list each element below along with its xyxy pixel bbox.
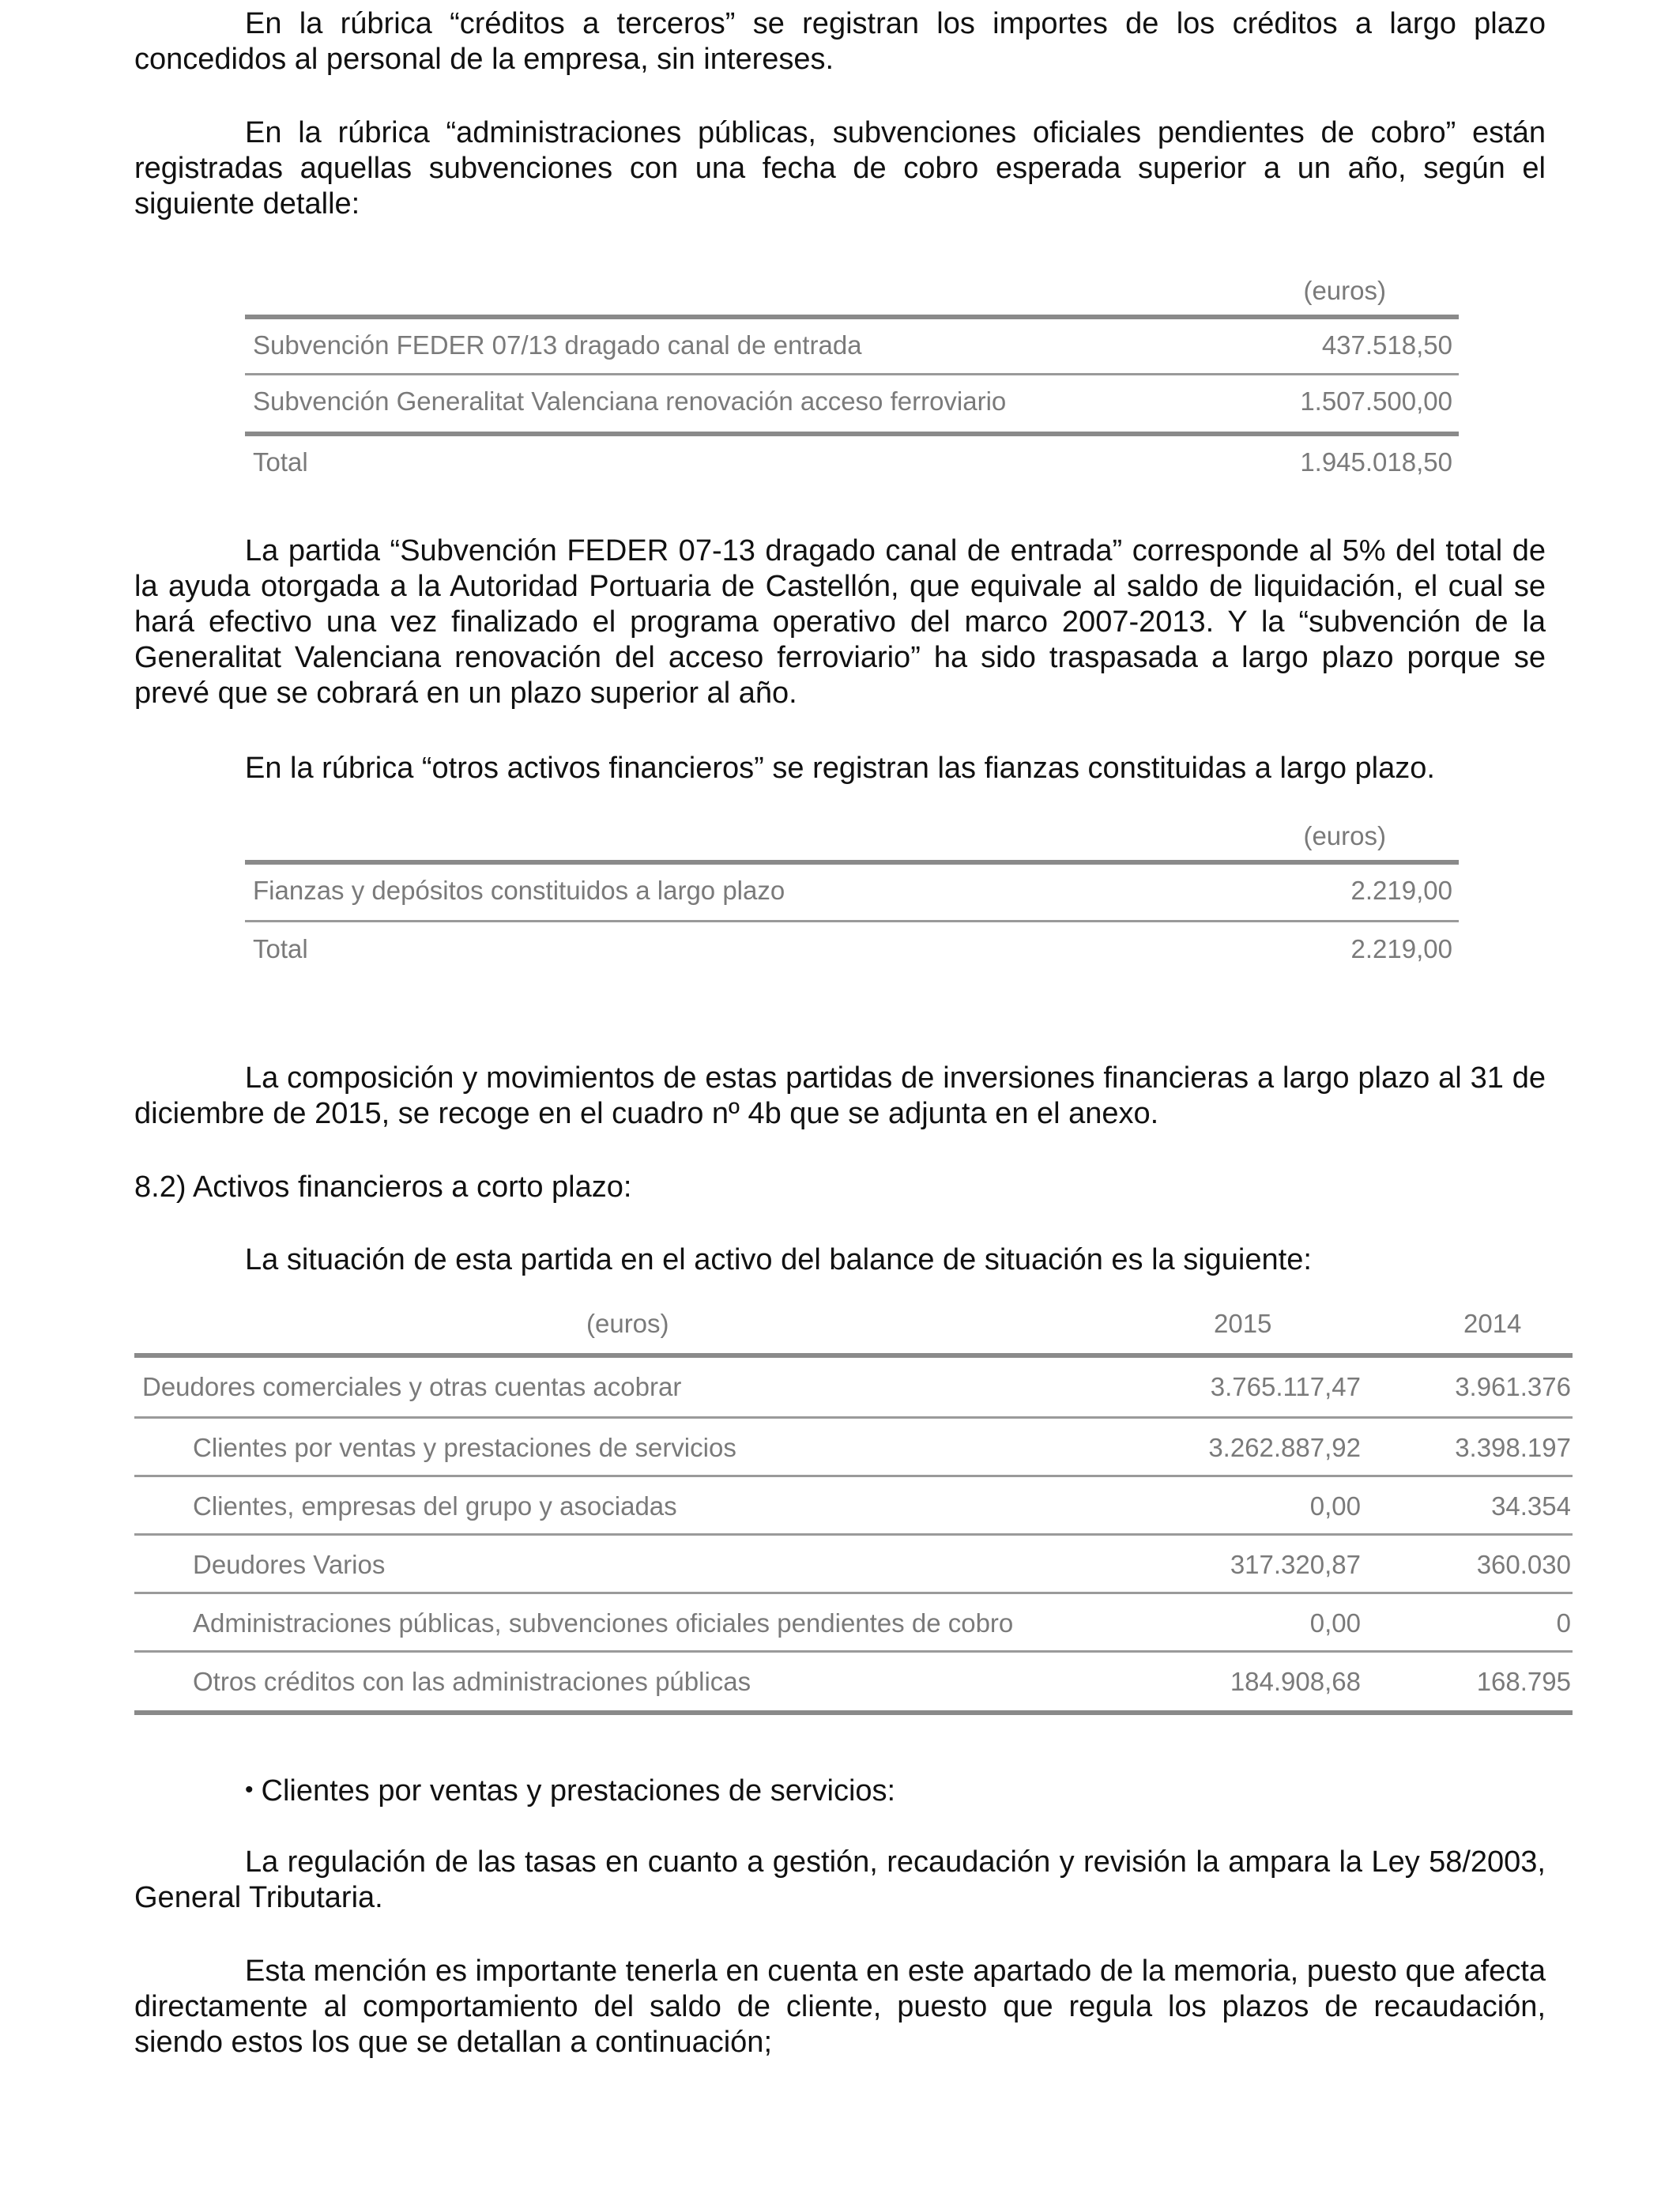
total-separator [245, 920, 1459, 922]
table-row [245, 319, 1459, 373]
total-label: Total [253, 447, 308, 477]
column-header-2015: 2015 [1214, 1309, 1272, 1338]
row-label: Subvención FEDER 07/13 dragado canal de entrada [253, 330, 862, 360]
total-value: 2.219,00 [1350, 934, 1452, 963]
table-row [134, 1358, 1573, 1416]
row-label: Deudores comerciales y otras cuentas acobrar [142, 1372, 682, 1401]
row-value-2015: 0,00 [1309, 1608, 1361, 1638]
table-bottom-rule [134, 1710, 1573, 1715]
row-label: Otros créditos con las administraciones públicas [193, 1667, 751, 1696]
total-label: Total [253, 934, 308, 963]
table-row [134, 1477, 1573, 1536]
table-row [134, 1594, 1573, 1653]
total-value: 1.945.018,50 [1300, 447, 1452, 477]
table-unit-label: (euros) [1303, 276, 1386, 305]
table-total-row [245, 436, 1459, 490]
paragraph-partida-feder [134, 533, 1546, 711]
table-subvenciones [245, 275, 1459, 488]
paragraph-otros-activos [134, 751, 1546, 786]
paragraph-situacion [134, 1242, 1546, 1278]
row-value-2015: 317.320,87 [1230, 1550, 1361, 1579]
row-value-2014: 3.398.197 [1455, 1433, 1571, 1462]
paragraph-text: La situación de esta partida en el activo del balance de situación es la siguiente: [245, 1243, 1312, 1276]
paragraph-text: En la rúbrica “otros activos financieros” se registran las fianzas constituidas a largo plazo. [245, 752, 1435, 785]
paragraph-regulacion-tasas [134, 1845, 1546, 1916]
row-value: 437.518,50 [1321, 330, 1452, 360]
bullet-text: Clientes por ventas y prestaciones de servicios: [261, 1774, 896, 1808]
paragraph-creditos-terceros [134, 6, 1546, 77]
row-label: Clientes, empresas del grupo y asociadas [193, 1491, 677, 1521]
row-value-2014: 0 [1556, 1608, 1571, 1638]
row-value-2014: 168.795 [1476, 1667, 1571, 1696]
paragraph-composicion [134, 1061, 1546, 1132]
table-row [134, 1653, 1573, 1711]
paragraph-text: La partida “Subvención FEDER 07-13 dragado canal de entrada” corresponde al 5% del total de la ayuda otorgada a la Autoridad Portuaria de Castellón, que equivale al saldo de liquidación, el cual se hará efectivo una vez finalizado el programa operativo del marco 2007-2013. Y la “subvención de la Generalitat Valenciana renovación del acceso ferroviario” ha sido traspasada a largo plazo porque se prevé que se cobrará en un plazo superior al año. [134, 534, 1546, 710]
bullet-clientes [245, 1772, 1546, 1809]
row-label: Fianzas y depósitos constituidos a largo plazo [253, 876, 785, 905]
row-value-2014: 360.030 [1476, 1550, 1571, 1579]
table-total-row [245, 923, 1459, 977]
paragraph-mencion-importante [134, 1954, 1546, 2060]
table-activos-corto-plazo [134, 1308, 1573, 1719]
paragraph-text: Esta mención es importante tenerla en cuenta en este apartado de la memoria, puesto que afecta directamente al comportamiento del saldo de cliente, puesto que regula los plazos de recaudación, siendo estos los que se detallan a continuación; [134, 1955, 1546, 2059]
table-row [134, 1419, 1573, 1477]
table-unit-label: (euros) [1303, 821, 1386, 850]
table-fianzas [245, 820, 1459, 978]
paragraph-text: La regulación de las tasas en cuanto a gestión, recaudación y revisión la ampara la Ley 58/2003, General Tributaria. [134, 1845, 1546, 1914]
row-value: 2.219,00 [1350, 876, 1452, 905]
section-heading-8-2: 8.2) Activos financieros a corto plazo: [134, 1171, 632, 1204]
row-value-2015: 184.908,68 [1230, 1667, 1361, 1696]
table-row [245, 375, 1459, 429]
row-label: Deudores Varios [193, 1550, 386, 1579]
bullet-icon: • [245, 1777, 254, 1803]
table-row [245, 865, 1459, 918]
row-label: Administraciones públicas, subvenciones oficiales pendientes de cobro [193, 1608, 1014, 1638]
row-value-2015: 3.765.117,47 [1210, 1372, 1361, 1401]
row-value-2015: 3.262.887,92 [1208, 1433, 1361, 1462]
paragraph-text: En la rúbrica “créditos a terceros” se registran los importes de los créditos a largo plazo concedidos al personal de la empresa, sin intereses. [134, 7, 1546, 76]
row-label: Clientes por ventas y prestaciones de servicios [193, 1433, 736, 1462]
row-value-2015: 0,00 [1309, 1491, 1361, 1521]
table-row [134, 1536, 1573, 1594]
paragraph-text: La composición y movimientos de estas partidas de inversiones financieras a largo plazo al 31 de diciembre de 2015, se recoge en el cuadro nº 4b que se adjunta en el anexo. [134, 1061, 1546, 1130]
paragraph-administraciones [134, 115, 1546, 222]
row-value-2014: 34.354 [1491, 1491, 1571, 1521]
row-value: 1.507.500,00 [1300, 386, 1452, 416]
row-value-2014: 3.961.376 [1455, 1372, 1571, 1401]
paragraph-text: En la rúbrica “administraciones públicas, subvenciones oficiales pendientes de cobro” están registradas aquellas subvenciones con una fecha de cobro esperada superior a un año, según el siguiente detalle: [134, 116, 1546, 221]
table-unit-label: (euros) [586, 1309, 669, 1338]
row-label: Subvención Generalitat Valenciana renovación acceso ferroviario [253, 386, 1007, 416]
column-header-2014: 2014 [1463, 1309, 1522, 1338]
